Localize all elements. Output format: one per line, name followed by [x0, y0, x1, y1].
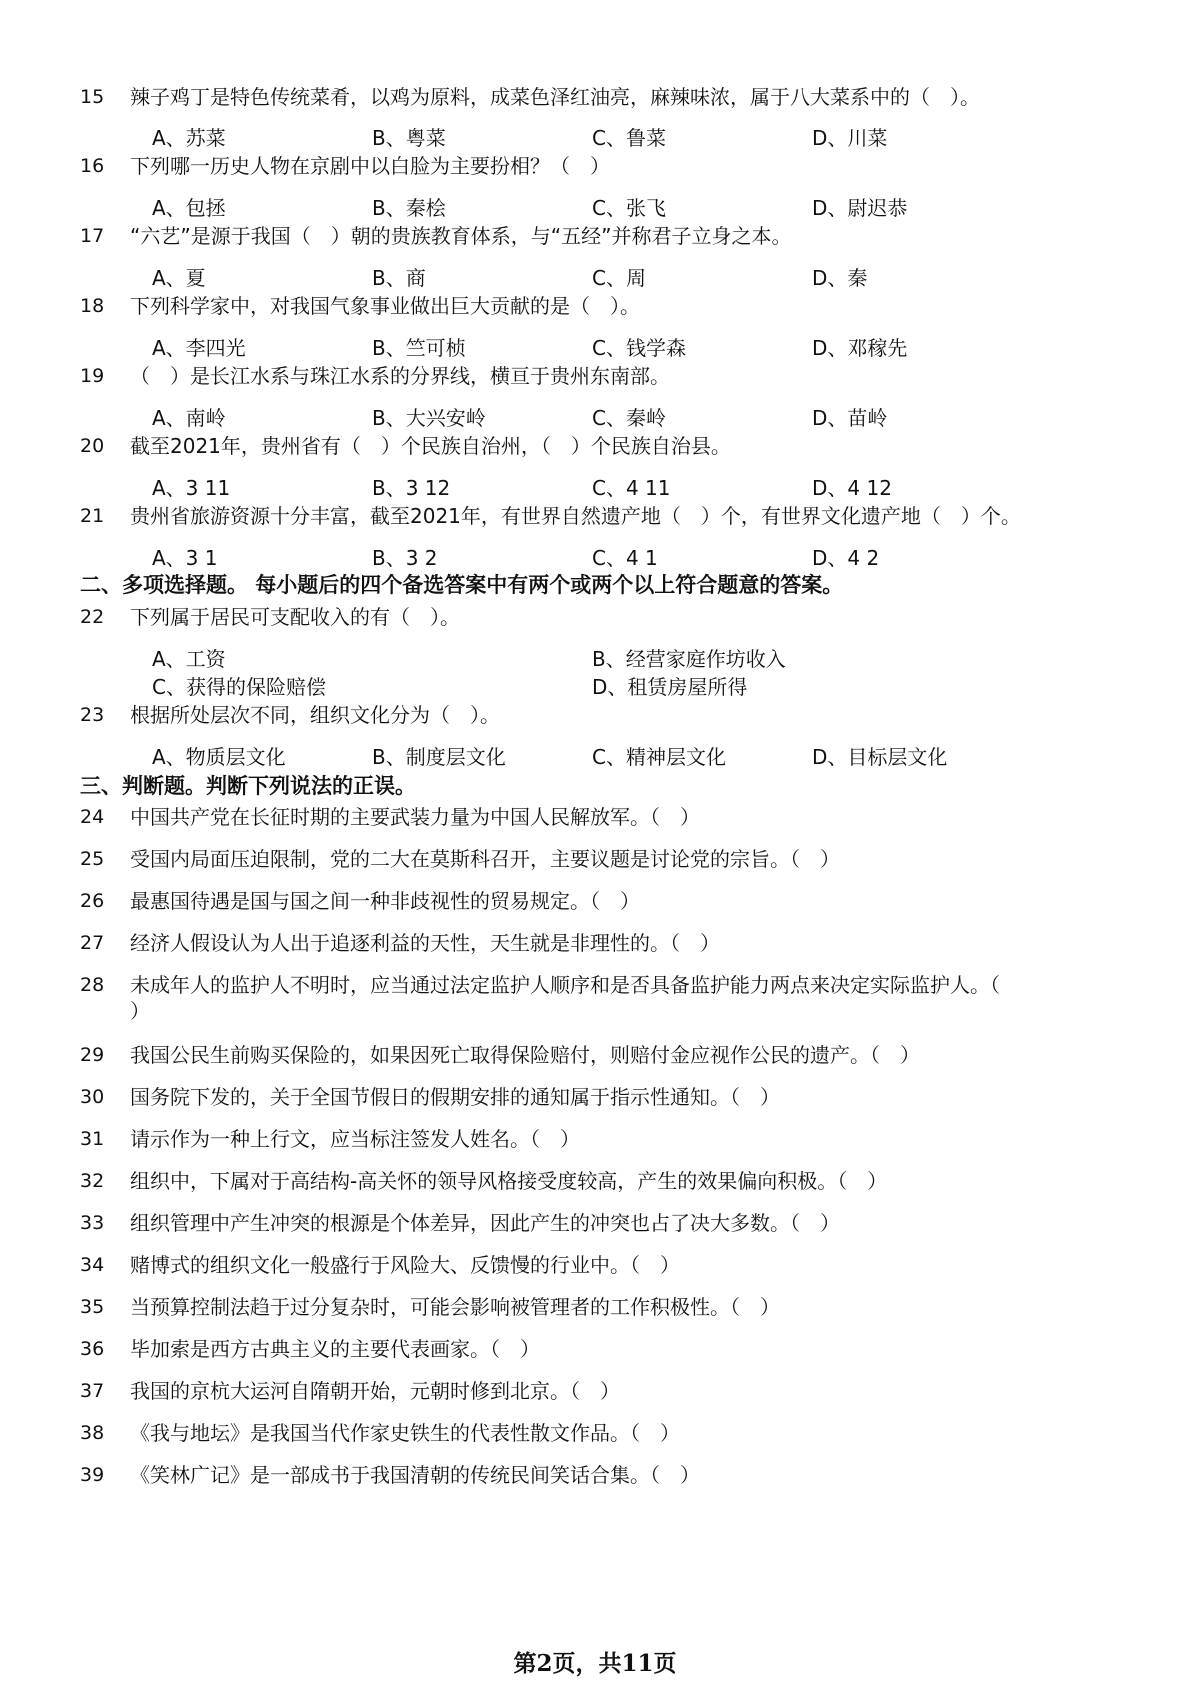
option-b: B、经营家庭作坊收入	[592, 647, 786, 671]
question-text: 经济人假设认为人出于追逐利益的天性，天生就是非理性的。（ ）	[130, 931, 720, 955]
option-d: D、租赁房屋所得	[592, 675, 748, 699]
option-a: A、南岭	[152, 406, 226, 430]
question-text: 下列哪一历史人物在京剧中以白脸为主要扮相？（ ）	[130, 154, 610, 178]
question-number: 19	[80, 365, 105, 387]
question-number: 33	[80, 1212, 105, 1234]
option-d: D、邓稼先	[812, 336, 908, 360]
question-text: “六艺”是源于我国（ ）朝的贵族教育体系，与“五经”并称君子立身之本。	[130, 224, 792, 248]
option-d: D、4 2	[812, 546, 880, 570]
question-text: 截至2021年，贵州省有（ ）个民族自治州，（ ）个民族自治县。	[130, 434, 731, 458]
question-number: 15	[80, 86, 105, 108]
option-d: D、秦	[812, 266, 868, 290]
option-b: B、竺可桢	[372, 336, 466, 360]
question-number: 39	[80, 1464, 105, 1486]
question-text: 下列属于居民可支配收入的有（ ）。	[130, 605, 460, 629]
question-text: 组织中，下属对于高结构-高关怀的领导风格接受度较高，产生的效果偏向积极。（ ）	[130, 1169, 888, 1193]
option-a: A、夏	[152, 266, 206, 290]
question-number: 16	[80, 155, 105, 177]
question-text: 国务院下发的，关于全国节假日的假期安排的通知属于指示性通知。（ ）	[130, 1085, 780, 1109]
option-b: B、3 2	[372, 546, 438, 570]
option-c: C、钱学森	[592, 336, 686, 360]
question-number: 25	[80, 848, 105, 870]
question-number: 31	[80, 1128, 105, 1150]
question-text: 《我与地坛》是我国当代作家史铁生的代表性散文作品。（ ）	[130, 1421, 680, 1445]
option-b: B、3 12	[372, 476, 451, 500]
option-c: C、精神层文化	[592, 745, 726, 769]
question-number: 29	[80, 1044, 105, 1066]
question-text: （ ）是长江水系与珠江水系的分界线，横亘于贵州东南部。	[130, 364, 670, 388]
option-a: A、包拯	[152, 196, 226, 220]
question-text: 受国内局面压迫限制，党的二大在莫斯科召开，主要议题是讨论党的宗旨。（ ）	[130, 847, 840, 871]
question-number: 34	[80, 1254, 105, 1276]
question-number: 21	[80, 505, 105, 527]
question-number: 23	[80, 704, 105, 726]
option-d: D、川菜	[812, 126, 888, 150]
option-b: B、制度层文化	[372, 745, 506, 769]
option-c: C、秦岭	[592, 406, 666, 430]
option-a: A、工资	[152, 647, 226, 671]
question-text: 辣子鸡丁是特色传统菜肴，以鸡为原料，成菜色泽红油亮，麻辣味浓，属于八大菜系中的（ ）。	[130, 85, 980, 109]
question-text: 请示作为一种上行文，应当标注签发人姓名。（ ）	[130, 1127, 580, 1151]
option-c: C、张飞	[592, 196, 666, 220]
question-text: 贵州省旅游资源十分丰富，截至2021年，有世界自然遗产地（ ）个，有世界文化遗产地（ ）个。	[130, 504, 1021, 528]
question-number: 17	[80, 225, 105, 247]
question-text: 我国公民生前购买保险的，如果因死亡取得保险赔付，则赔付金应视作公民的遗产。（ ）	[130, 1043, 920, 1067]
option-b: B、大兴安岭	[372, 406, 486, 430]
section-heading-multiple-choice: 二、多项选择题。 每小题后的四个备选答案中有两个或两个以上符合题意的答案。	[80, 573, 844, 597]
question-number: 24	[80, 806, 105, 828]
question-number: 28	[80, 974, 105, 996]
question-text: 下列科学家中，对我国气象事业做出巨大贡献的是（ ）。	[130, 294, 640, 318]
option-b: B、秦桧	[372, 196, 446, 220]
option-b: B、粤菜	[372, 126, 446, 150]
question-number: 38	[80, 1422, 105, 1444]
question-number: 27	[80, 932, 105, 954]
option-c: C、获得的保险赔偿	[152, 675, 326, 699]
question-number: 30	[80, 1086, 105, 1108]
option-c: C、周	[592, 266, 646, 290]
question-text: 《笑林广记》是一部成书于我国清朝的传统民间笑话合集。（ ）	[130, 1463, 700, 1487]
option-c: C、4 1	[592, 546, 658, 570]
option-b: B、商	[372, 266, 426, 290]
question-number: 20	[80, 435, 105, 457]
question-text: 毕加索是西方古典主义的主要代表画家。（ ）	[130, 1337, 540, 1361]
question-number: 18	[80, 295, 105, 317]
question-number: 36	[80, 1338, 105, 1360]
page-number-footer: 第2页，共11页	[513, 1650, 677, 1677]
question-text: 我国的京杭大运河自隋朝开始，元朝时修到北京。（ ）	[130, 1379, 620, 1403]
option-c: C、4 11	[592, 476, 671, 500]
question-number: 37	[80, 1380, 105, 1402]
option-d: D、4 12	[812, 476, 892, 500]
option-a: A、李四光	[152, 336, 246, 360]
question-number: 26	[80, 890, 105, 912]
section-heading-true-false: 三、判断题。判断下列说法的正误。	[80, 774, 416, 798]
question-text: 未成年人的监护人不明时，应当通过法定监护人顺序和是否具备监护能力两点来决定实际监护人。（	[130, 973, 1000, 997]
option-d: D、目标层文化	[812, 745, 948, 769]
option-a: A、3 11	[152, 476, 231, 500]
option-a: A、物质层文化	[152, 745, 286, 769]
option-a: A、苏菜	[152, 126, 226, 150]
question-text: 中国共产党在长征时期的主要武装力量为中国人民解放军。（ ）	[130, 805, 700, 829]
question-text: 当预算控制法趋于过分复杂时，可能会影响被管理者的工作积极性。（ ）	[130, 1295, 780, 1319]
question-number: 32	[80, 1170, 105, 1192]
question-text-continued: ）	[130, 999, 150, 1023]
question-number: 35	[80, 1296, 105, 1318]
question-text: 根据所处层次不同，组织文化分为（ ）。	[130, 703, 500, 727]
question-text: 组织管理中产生冲突的根源是个体差异，因此产生的冲突也占了决大多数。（ ）	[130, 1211, 840, 1235]
option-c: C、鲁菜	[592, 126, 666, 150]
question-text: 最惠国待遇是国与国之间一种非歧视性的贸易规定。（ ）	[130, 889, 640, 913]
option-d: D、尉迟恭	[812, 196, 908, 220]
option-d: D、苗岭	[812, 406, 888, 430]
question-text: 赌博式的组织文化一般盛行于风险大、反馈慢的行业中。（ ）	[130, 1253, 680, 1277]
option-a: A、3 1	[152, 546, 218, 570]
question-number: 22	[80, 606, 105, 628]
